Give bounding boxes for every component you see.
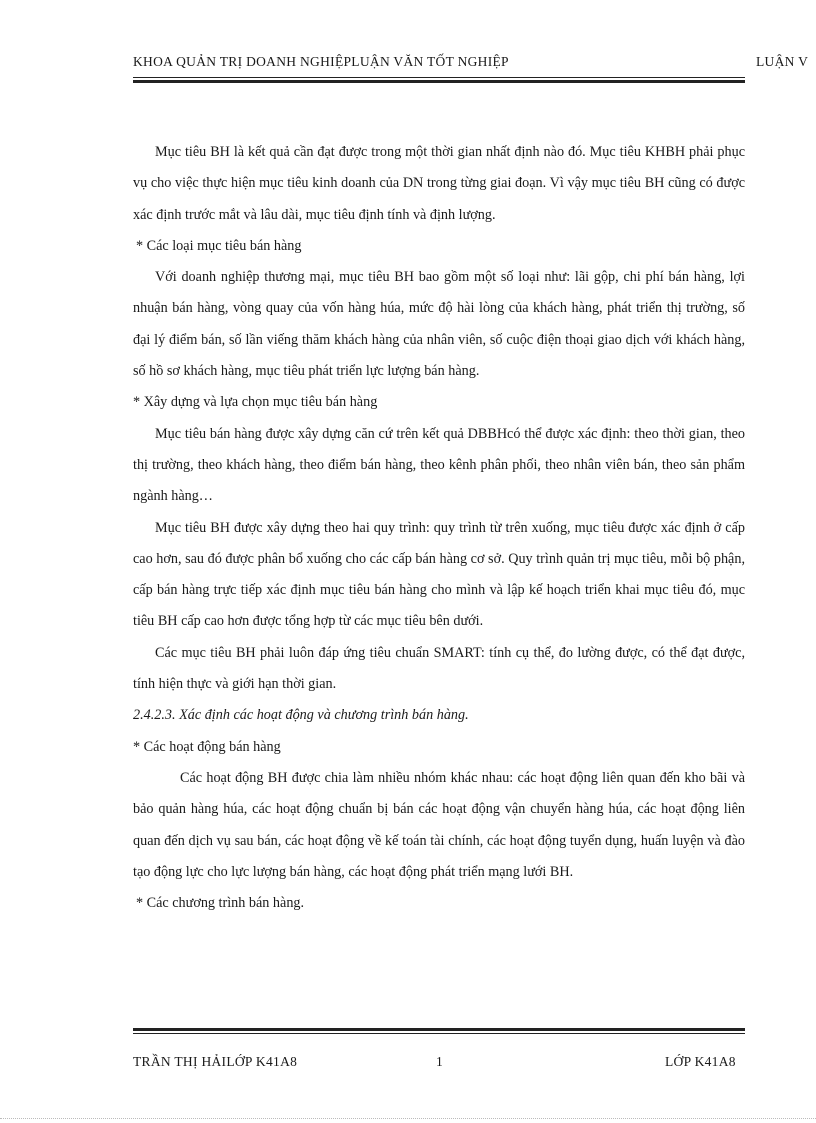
bullet-sales-programs: * Các chương trình bán hàng. xyxy=(136,895,305,912)
bullet-sales-activities: * Các hoạt động bán hàng xyxy=(133,738,281,755)
document-body xyxy=(133,137,745,919)
paragraph-smart: Các mục tiêu BH phải luôn đáp ứng tiêu chuẩn SMART: tính cụ thể, đo lường được, có thể đạt được, tính hiện thực và giới hạn thời gian. xyxy=(133,644,745,693)
header-rule-thin xyxy=(133,77,745,78)
paragraph-sales-activities: Các hoạt động BH được chia làm nhiều nhóm khác nhau: các hoạt động liên quan đến kho bãi và bảo quản hàng húa, các hoạt động chuẩn bị bán các hoạt động vận chuyển hàng húa, các hoạt động liên quan đến dịch vụ sau bán, các hoạt động về kế toán tài chính, các hoạt động tuyển dụng, huấn luyện và đào tạo động lực cho lực lượng bán hàng, các hoạt động phát triển mạng lưới BH. xyxy=(133,769,745,880)
paragraph-build-objectives: Mục tiêu bán hàng được xây dựng căn cứ trên kết quả DBBHcó thể được xác định: theo thời gian, theo thị trường, theo khách hàng, theo điểm bán hàng, theo kênh phân phối, theo nhân viên bán, theo sản phẩm ngành hàng… xyxy=(133,425,745,505)
bullet-objective-types: * Các loại mục tiêu bán hàng xyxy=(136,237,302,254)
section-heading: 2.4.2.3. Xác định các hoạt động và chương trình bán hàng. xyxy=(133,707,469,724)
footer-rule-thick xyxy=(133,1028,745,1031)
footer-author: TRẦN THỊ HẢILỚP K41A8 xyxy=(133,1054,298,1069)
paragraph-objective-types: Với doanh nghiệp thương mại, mục tiêu BH bao gồm một số loại như: lãi gộp, chi phí bán hàng, lợi nhuận bán hàng, vòng quay của vốn hàng húa, mức độ hài lòng của khách hàng, phát triển thị trường, số đại lý điểm bán, số lần viếng thăm khách hàng của nhân viên, số cuộc điện thoại giao dịch với khách hàng, số hồ sơ khách hàng, mục tiêu phát triển lực lượng bán hàng. xyxy=(133,269,745,380)
page-edge-divider xyxy=(0,1118,816,1119)
header-right-label: LUẬN V xyxy=(756,54,809,69)
paragraph-sales-objective: Mục tiêu BH là kết quả cần đạt được trong một thời gian nhất định nào đó. Mục tiêu KHBH phải phục vụ cho việc thực hiện mục tiêu kinh doanh của DN trong từng giai đoạn. Vì vậy mục tiêu BH cũng có được xác định trước mắt và lâu dài, mục tiêu định tính và định lượng. xyxy=(133,144,745,223)
paragraph-two-processes: Mục tiêu BH được xây dựng theo hai quy trình: quy trình từ trên xuống, mục tiêu được xác định ở cấp cao hơn, sau đó được phân bổ xuống cho các cấp bán hàng cơ sở. Quy trình quản trị mục tiêu, mỗi bộ phận, cấp bán hàng trực tiếp xác định mục tiêu bán hàng cho mình và lập kế hoạch triển khai mục tiêu đó, mục tiêu BH cấp cao hơn được tổng hợp từ các mục tiêu bên dưới. xyxy=(133,519,745,630)
footer-class: LỚP K41A8 xyxy=(665,1054,736,1069)
footer-rule-thin xyxy=(133,1033,745,1034)
header-title: KHOA QUẢN TRỊ DOANH NGHIỆPLUẬN VĂN TỐT NGHIỆP xyxy=(133,54,509,69)
page-number: 1 xyxy=(436,1054,443,1069)
bullet-build-objectives: * Xây dựng và lựa chọn mục tiêu bán hàng xyxy=(133,394,378,411)
header-rule-thick xyxy=(133,80,745,83)
